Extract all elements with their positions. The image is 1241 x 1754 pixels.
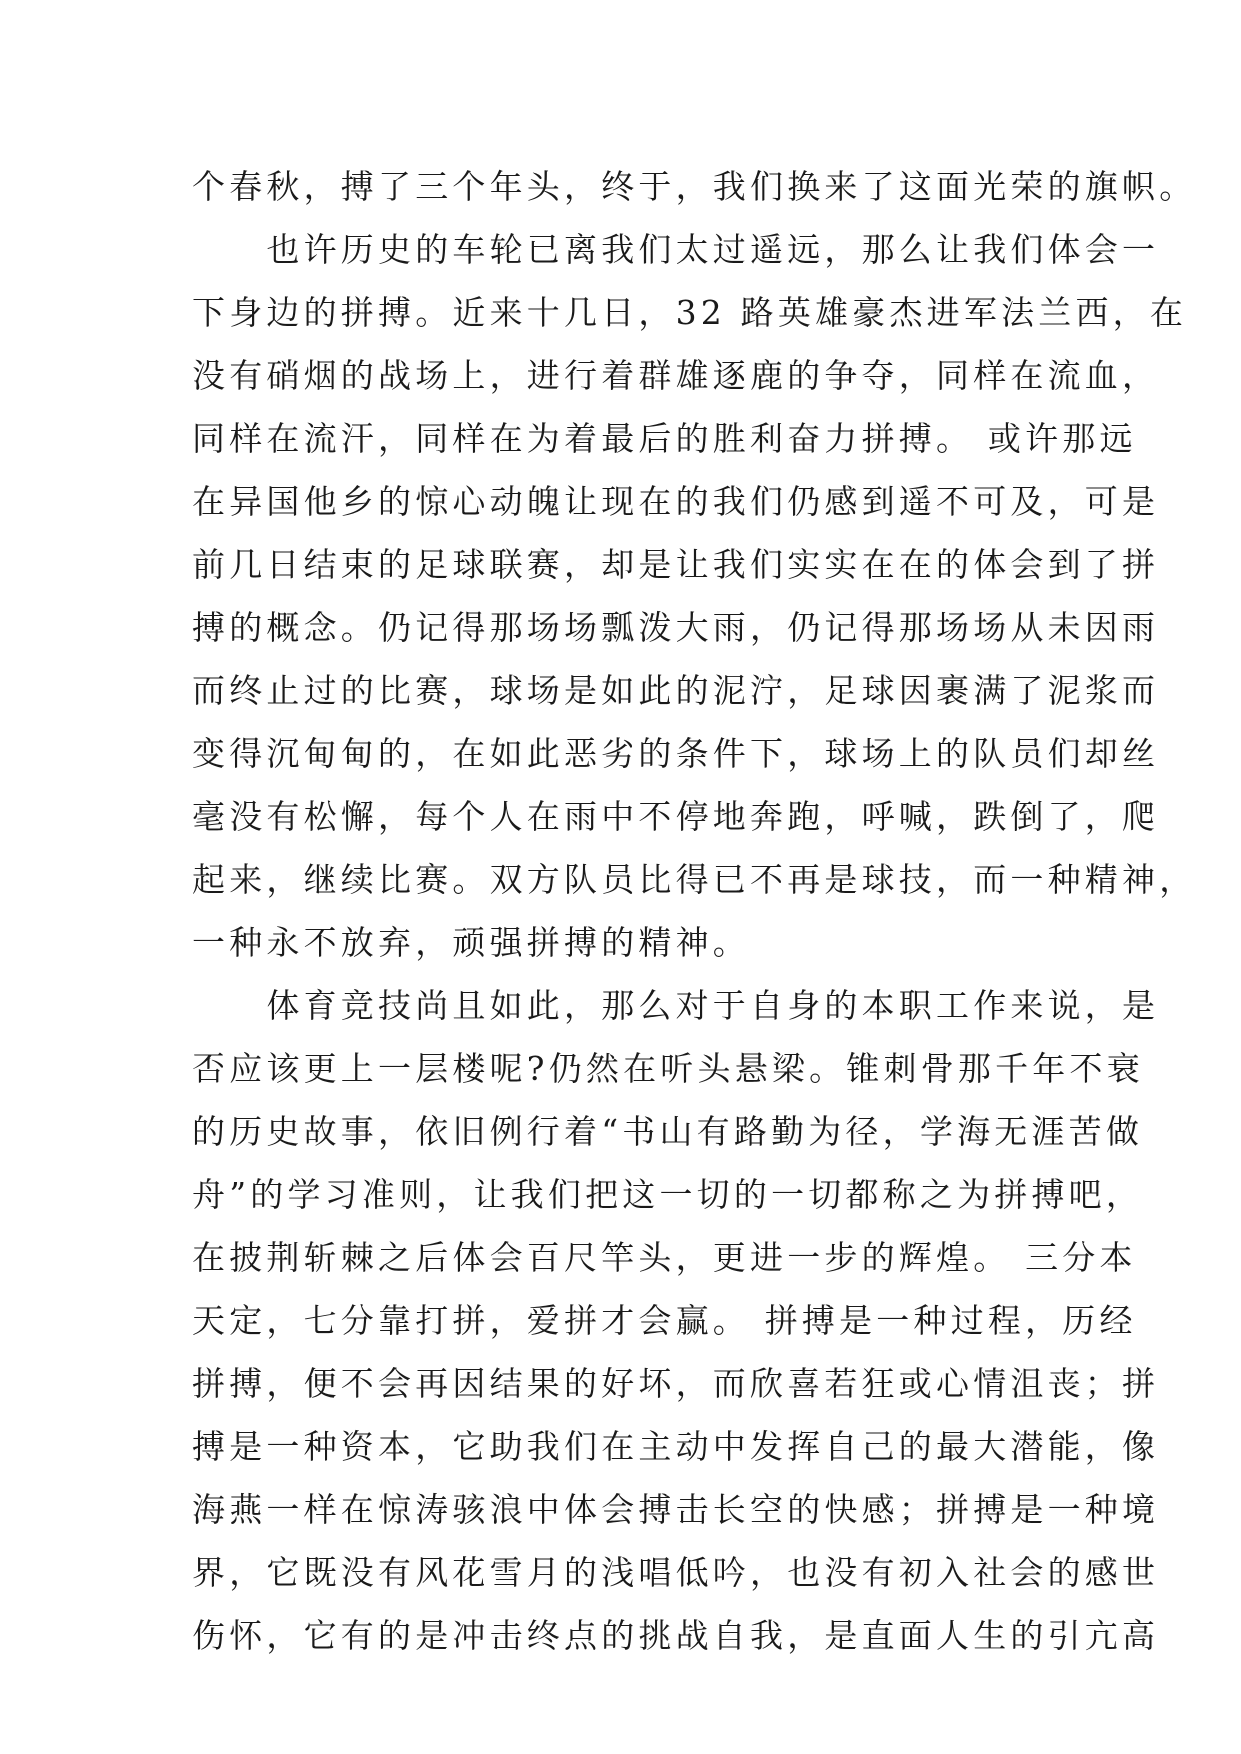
text-line: 毫没有松懈，每个人在雨中不停地奔跑，呼喊，跌倒了，爬 [192, 797, 1160, 836]
text-line: 天定，七分靠打拼，爱拼才会赢。 拼搏是一种过程，历经 [192, 1301, 1137, 1340]
text-line: 搏是一种资本，它助我们在主动中发挥自己的最大潜能，像 [192, 1427, 1160, 1466]
text-line: 也许历史的车轮已离我们太过遥远，那么让我们体会一 [192, 230, 1160, 269]
text-line: 在异国他乡的惊心动魄让现在的我们仍感到遥不可及，可是 [192, 482, 1160, 521]
text-line: 搏的概念。仍记得那场场瓢泼大雨，仍记得那场场从未因雨 [192, 608, 1160, 647]
text-line: 拼搏，便不会再因结果的好坏，而欣喜若狂或心情沮丧；拼 [192, 1364, 1160, 1403]
text-line: 变得沉甸甸的，在如此恶劣的条件下，球场上的队员们却丝 [192, 734, 1160, 773]
text-line: 海燕一样在惊涛骇浪中体会搏击长空的快感；拼搏是一种境 [192, 1490, 1160, 1529]
text-line: 而终止过的比赛，球场是如此的泥泞，足球因裹满了泥浆而 [192, 671, 1160, 710]
text-line: 起来，继续比赛。双方队员比得已不再是球技，而一种精神， [192, 860, 1197, 899]
text-line: 否应该更上一层楼呢?仍然在听头悬梁。锥刺骨那千年不衰 [192, 1049, 1144, 1088]
text-line: 的历史故事，依旧例行着“书山有路勤为径，学海无涯苦做 [192, 1112, 1144, 1151]
text-line: 同样在流汗，同样在为着最后的胜利奋力拼搏。 或许那远 [192, 419, 1137, 458]
text-line: 下身边的拼搏。近来十几日，32 路英雄豪杰进军法兰西，在 [192, 293, 1188, 332]
text-line: 舟”的学习准则，让我们把这一切的一切都称之为拼搏吧， [192, 1175, 1144, 1214]
text-line: 一种永不放弃，顽强拼搏的精神。 [192, 923, 750, 962]
text-line: 伤怀，它有的是冲击终点的挑战自我，是直面人生的引亢高 [192, 1616, 1160, 1655]
body-text [192, 155, 1197, 1667]
text-line: 在披荆斩棘之后体会百尺竿头，更进一步的辉煌。 三分本 [192, 1238, 1137, 1277]
text-line: 前几日结束的足球联赛，却是让我们实实在在的体会到了拼 [192, 545, 1160, 584]
text-line: 个春秋，搏了三个年头，终于，我们换来了这面光荣的旗帜。 [192, 167, 1197, 206]
text-line: 界，它既没有风花雪月的浅唱低吟，也没有初入社会的感世 [192, 1553, 1160, 1592]
text-line: 体育竞技尚且如此，那么对于自身的本职工作来说，是 [192, 986, 1160, 1025]
text-line: 没有硝烟的战场上，进行着群雄逐鹿的争夺，同样在流血， [192, 356, 1160, 395]
